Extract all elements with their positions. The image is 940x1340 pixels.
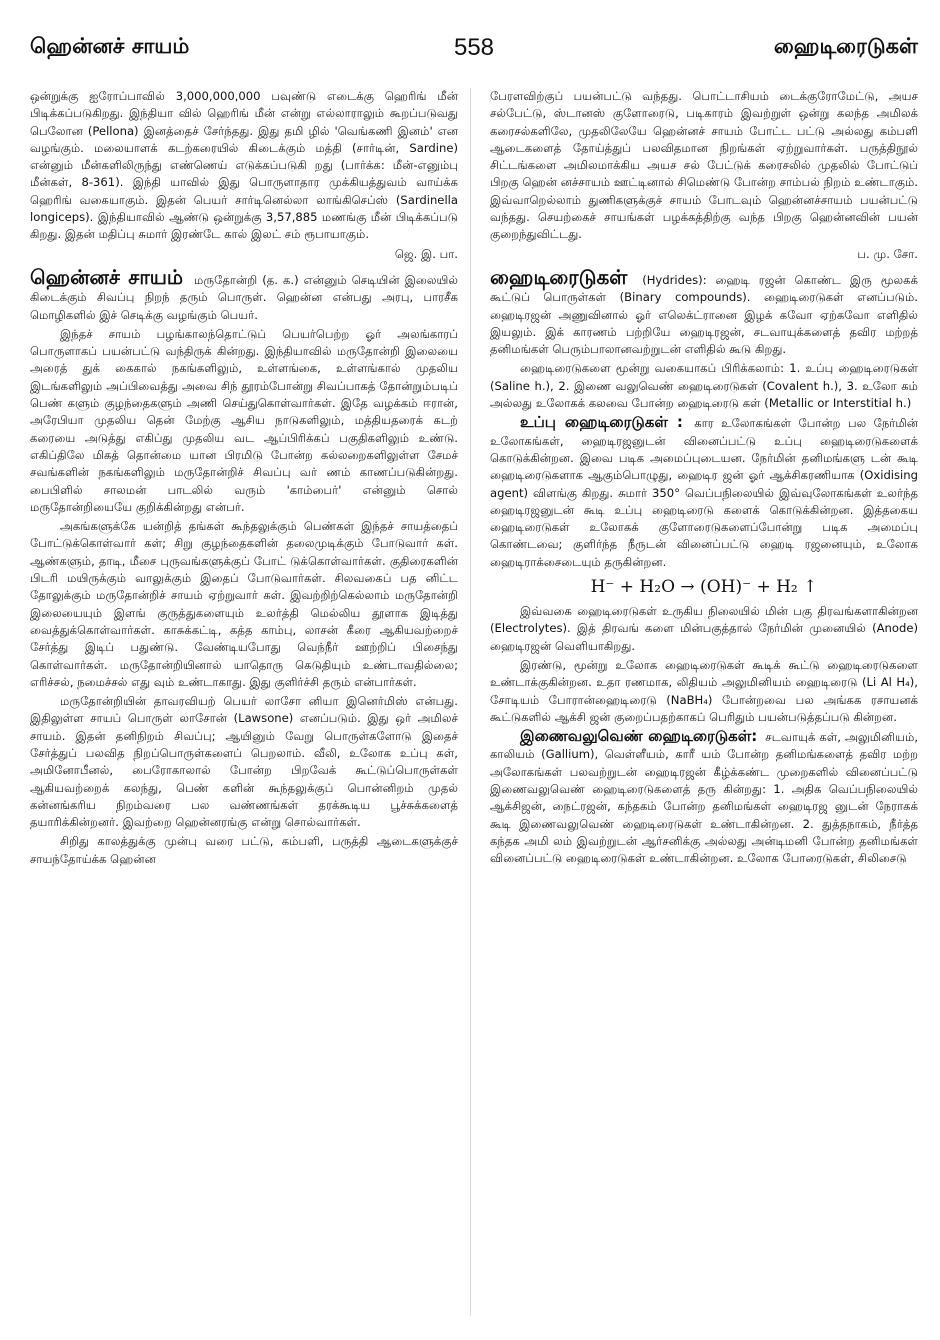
henna-paragraph: அகங்களுக்கே யன்றித் தங்கள் கூந்தலுக்கும் பெண்கள் இந்தச் சாயத்தைப் போட்டுக்கொள்வார் கள்; சிறு குழந்தைகளின் தலைமுடிக்கும் போடுவார் கள். ஆண்களும், தாடி, மீசை புருவங்களுக்குப் போட் டுக்கொள்வார்கள். குதிரைகளின் பிடரி மயிருக்கும் வாலுக்கும் இதைப் போடுவார்கள். சிலவகைப் பத னிட்ட தோலுக்கும் மருதோன்றிச் சாயம் ஏற்றுவார் கள். இவற்றிற்கெல்லாம் மருதோன்றி இலையையும் இளங் குருத்துகளையும் உலர்த்தி மெல்லிய தூளாக இடித்து வைத்துக்கொள்வார்கள். காசுக்கட்டி, கத்த காம்பு, லாசன் கீரை ஆகியவற்றைச் சேர்த்து இடிப் பதுண்டு. வேண்டியபோது வெந்நீர் ஊற்றிப் பிசைந்து கொள்வார்கள். மருதோன்றியினால் யாதொரு கெடுதியும் உண்டாவதில்லை; எரிச்சல், நமைச்சல் எது வும் உண்டாகாது. இது குளிர்ச்சி தரும் என்பார்கள். [30, 519, 458, 689]
henna-intro-text: மருதோன்றி (த. க.) என்னும் செடியின் இலையில் கிடைக்கும் சிவப்பு நிறந் தரும் பொருள். ஹென்ன என்பது அரபு, பாரசீக மொழிகளில் இச் செடிக்கு வழங்கும் பெயர். [30, 272, 458, 322]
saline-hydrides-text: கார உலோகங்கள் போன்ற பல நேர்மின் உலோகங்கள், ஹைடிரஜனுடன் வினைப்பட்டு உப்பு ஹைடிரைடுகளைக் கொடுக்கின்றன. இவை படிக அமைப்புடையன. நேர்மின் தனிமங்களு டன் கூடி ஹைடிரைடுகளாக ஆகும்பொழுது, ஹைடிர ஜன் ஓர் ஆக்சிகரணியாக (Oxidising agent) விளங்கு கிறது. சுமார் 350° வெப்பநிலையில் இவ்வுலோகங்கள் உலர்ந்த ஹைடிரஜனுடன் கூடி உப்பு ஹைடிரைடு களைக் கொடுக்கின்றன. இத்தகைய ஹைடிரைடுகள் உலோகக் குளோரைடுகளைப்போன்று படிக அமைப்பு கொண்டவை; குளிர்ந்த நீருடன் வினைப்பட்டு ஹைடி ரஜனையும், உலோக ஹைடிராக்சைடையும் தருகின்றன. [490, 416, 918, 569]
henna-paragraph: மருதோன்றியின் தாவரவியற் பெயர் லாசோ னியா இனெர்மிஸ் என்பது. இதிலுள்ள சாயப் பொருள் லாசோன் (Lawsone) எனப்படும். இது ஒர் அமிலச் சாயம். இதன் தனிநிறம் சிவப்பு; ஆயினும் வேறு பொருள்களோடு இதைச் சேர்த்துப் பலவித நிறப்பொருள்களைப் பெறலாம். வீலி, உலோக உப்பு கள், அமினோபீனல், பைரோகாலால் போன்ற பிறவேக் கூட்டுப்பொருள்கள் ஆகியவற்றைக் கலந்து, பெண் களின் கூந்தலுக்குப் பொன்னிறம் முதல் கன்னங்கரிய நிறம்வரை பல வண்ணங்கள் தரக்கூடிய பூச்சுக்களைத் தயாரிக்கின்றனர். இவற்றை ஹென்னரங்கு என்று சொல்வார்கள். [30, 694, 458, 830]
hydrides-intro-text: (Hydrides): ஹைடி ரஜன் கொண்ட இரு மூலகக் கூட்டுப் பொருள்கள் (Binary compounds). ஹைடிரைடுகள் எனப்படும். ஹைடிரஜன் அணுவினால் ஓர் எலெக்ட்ரானை இழக் கவோ ஏற்கவோ எளிதில் இயலும். இக் காரணம் பற்றியே ஹைடிரஜன், சடவாயுக்களைத் தவிர மற்றத் தனிமங்கள் பெரும்பாலானவற்றுடன் எளிதில் கூடு கிறது. [490, 272, 918, 357]
running-head-left: ஹென்னச் சாயம் [30, 34, 190, 58]
herring-continuation: ஒன்றுக்கு ஐரோப்பாவில் 3,000,000,000 பவுண்டு எடைக்கு ஹெரிங் மீன் பிடிக்கப்படுகிறது. இந்தியா வில் ஹெரிங் மீன் என்று எல்லாராலும் கூறப்படுவது பெலோன (Pellona) இனத்தைச் சேர்ந்தது. இது தமி ழில் 'வெங்கணி இனம்' என வழங்கும். மலையாளக் கடற்கரையில் கிடைக்கும் மத்தி (சார்டின், Sardine) என்னும் மீன்களிலிருந்து எண்ணெய் எடுக்கப்படுகி றது (பார்க்க: மீன்-எனும்பு மீன்கள், 8-361). இந்தி யாவில் இது பொருளாதார முக்கியத்துவம் வாய்க்க ஹெரிங் வகையாகும். இதன் பெயர் சார்டினெல்லா லாங்கிசெப்ஸ் (Sardinella longiceps). இந்தியாவில் ஆண்டு ஒன்றுக்கு 3,57,885 மணங்கு மீன் பிடிக்கப்படு கிறது. இதன் மதிப்பு சுமார் இரண்டே கால் இலட் சம் ரூபாயாகும். [30, 89, 458, 242]
text-columns [30, 88, 918, 1316]
running-head-right: ஹைடிரைடுகள் [773, 34, 918, 58]
hydrides-paragraph: இவ்வகை ஹைடிரைடுகள் உருகிய நிலையில் மின் பகு திரவங்களாகின்றன (Electrolytes). இத் திரவங் களை மின்பகுத்தால் நேர்மின் முனையில் (Anode) ஹைடிரஜன் வெளியாகிறது. [490, 604, 918, 653]
henna-paragraph: இந்தச் சாயம் பழங்காலந்தொட்டுப் பெயர்பெற்ற ஓர் அலங்காரப் பொருளாகப் பயன்பட்டு வந்திருக் கின்றது. இந்தியாவில் மருதோன்றி இலையை அரைத் துக் கைகால் நகங்களிலும், உள்ளங்கை, உள்ளங்கால் முதலிய இடங்களிலும் அப்பிவைத்து அவை சிந் தூரம்போன்று சிவப்பாகத் தோன்றும்படிப் பெண் களும் குழந்தைகளும் அணி செய்துகொள்வார்கள். இதே வழக்கம் ஈரான், அரேபியா முதலிய தென் மேற்கு ஆசிய நாடுகளிலும், மத்தியதரைக் கடற் கரையை அடுத்து எகிப்து முதலிய வட ஆப்பிரிக்கப் பகுதிகளிலும் உண்டு. எகிப்திலே மிகத் தொன்மை யான பிரமிடு போன்ற கல்லறைகளிலுள்ள சேமச் சவங்களின் நகங்களிலும் மருதோன்றிச் சிவப்பு வர் ணம் காணப்படுகின்றது. பைபிளில் சாலமன் பாடலில் வரும் 'காம்பைர்' என்னும் சொல் மருதோன்றியையே குறிக்கின்றது என்பர். [30, 326, 458, 514]
henna-entry-intro [30, 264, 458, 324]
hydrides-paragraph: இரண்டு, மூன்று உலோக ஹைடிரைடுகள் கூடிக் கூட்டு ஹைடிரைடுகளை உண்டாக்குகின்றன. உதா ரணமாக, லிதியம் அலுமினியம் ஹைடிரைடு (Li Al H₄), சோடியம் போரான்ஹைடிரைடு (NaBH₄) போன்றவை பல அங்கக ரசாயனக் கூட்டுகளில் ஆக்சி ஜன் குறைப்பதற்காகப் பெரிதும் பயன்படுத்தப்படு கின்றன. [490, 657, 918, 724]
column-divider [470, 88, 471, 1316]
henna-signature-line [490, 246, 918, 263]
subheading-saline-hydrides: உப்பு ஹைடிரைடுகள் : [520, 413, 683, 432]
author-signature: ஜெ. இ. பா. [394, 246, 458, 261]
entry-title-hydrides: ஹைடிரைடுகள் [490, 264, 628, 289]
covalent-hydrides-text: சடவாயுக் கள், அலுமினியம், காலியம் (Gallium), வெள்ளீயம், காரீ யம் போன்ற தனிமங்களைத் தவிர மற்ற அலோகங்கள் பலவற்றுடன் ஹைடிரஜன் கீழ்க்கண்ட முறைகளில் வினைப்பட்டு இணைவலுவெண் ஹைடிரைடுகளைத் தரு கின்றது: 1. அதிக வெப்பநிலையில் ஆக்சிஜன், நைட்ரஜன், கந்தகம் போன்ற தனிமங்கள் ஹைடிரஜ னுடன் நேராகக் கூடி இணைவலுவெண் ஹைடிரைடுகள் உண்டாகின்றன. 2. துத்தநாகம், நீர்த்த கந்தக அமி லம் இவற்றுடன் ஆர்சனிக்கு அல்லது அன்டிமனி போன்ற தனிமங்கள் வினைப்பட்டு ஹைடிரைடுகள் உண்டாகின்றன. உலோக போரைடுகள், சிலிசைடு [490, 730, 918, 866]
left-column [30, 88, 458, 1316]
page-header [30, 34, 918, 74]
saline-hydrides-section [490, 414, 918, 571]
chemical-equation: H⁻ + H₂O → (OH)⁻ + H₂ ↑ [590, 577, 818, 598]
henna-paragraph: சிறிது காலத்துக்கு முன்பு வரை பட்டு, கம்பளி, பருத்தி ஆடைகளுக்குச் சாயந்தோய்க்க ஹென்ன [30, 834, 458, 866]
right-column [490, 88, 918, 1316]
herring-signature-line [30, 246, 458, 263]
covalent-hydrides-section [490, 728, 918, 867]
page-number: 558 [453, 34, 495, 61]
entry-title-henna: ஹென்னச் சாயம் [30, 264, 184, 289]
subheading-covalent-hydrides: இணைவலுவெண் ஹைடிரைடுகள்: [520, 727, 758, 746]
hydrides-classification: ஹைடிரைடுகளை மூன்று வகையாகப் பிரிக்கலாம்: 1. உப்பு ஹைடிரைடுகள் (Saline h.), 2. இணை வலுவெண் ஹைடிரைடுகள் (Covalent h.), 3. உலோ கம் அல்லது உலோகக் கலவை போன்ற ஹைடிரைடு கள் (Metallic or Interstitial h.) [490, 361, 918, 411]
author-signature: ப. மு. சோ. [857, 246, 918, 261]
henna-continuation: பேரளவிற்குப் பயன்பட்டு வந்தது. பொட்டாசியம் டைக்குரோமேட்டு, அயச சல்பேட்டு, ஸ்டானஸ் குளோரைடு, படிகாரம் இவற்றுள் ஒன்று கலந்த அமிலக் கரைசல்களிலே, முதலிலேயே ஹென்னச் சாயம் போட்ட பட்டு அல்லது கம்பளி ஆடைகளைத் தோய்த்துப் பலவிதமான நிறங்கள் ஏற்றுவார்கள். பருத்திநூல் சிட்டங்களை அமிலமாக்கிய அயச சல் பேட்டுக் கரைசலில் முதலில் போட்டுப் பிறகு ஹென் னச்சாயம் ஊட்டினால் சிமெண்டு போன்ற சாம்பல் நிறம் உண்டாகும். இவ்வாறெல்லாம் துணிகளுக்குச் சாயம் போடவும் ஹென்னச்சாயம் பயன்பட்டு வந்தது. செயற்கைச் சாயங்கள் பழக்கத்திற்கு வந்த பிறகு ஹென்னவின் பயன் குறைந்துவிட்டது. [490, 89, 918, 242]
hydrides-entry-intro [490, 264, 918, 358]
